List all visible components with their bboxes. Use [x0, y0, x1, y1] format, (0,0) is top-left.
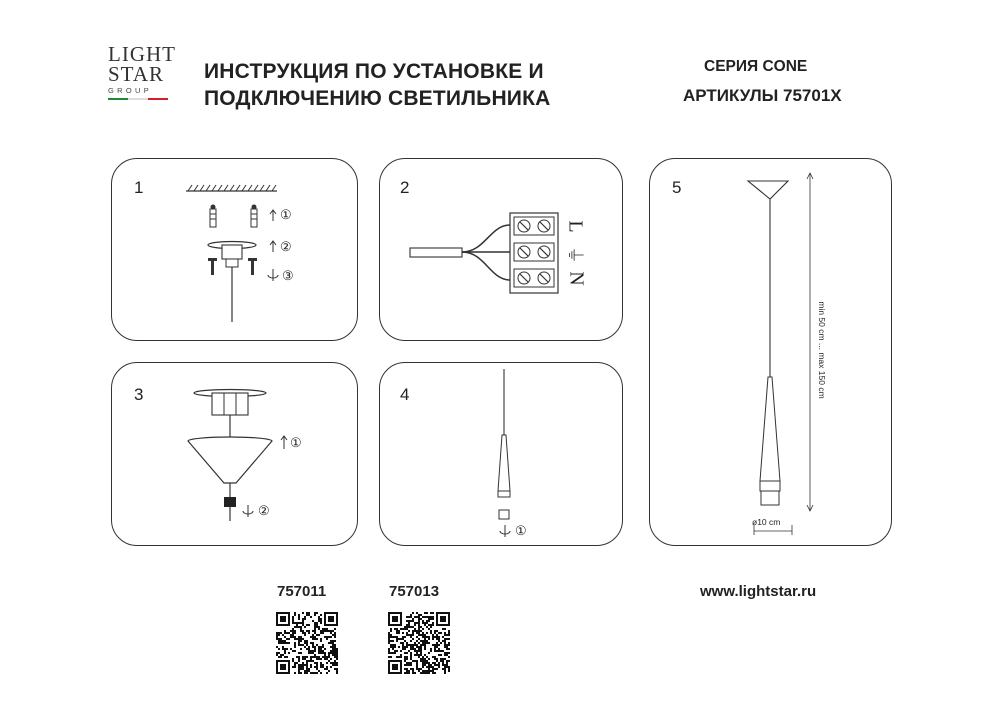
- articles-label: АРТИКУЛЫ 75701X: [683, 86, 842, 105]
- qr-code-757011: [276, 612, 338, 674]
- step-1-panel: [111, 158, 358, 341]
- step-3-panel: [111, 362, 358, 546]
- step-2-number: 2: [400, 178, 410, 197]
- article-code-1: 757011: [277, 583, 327, 600]
- title-line-2: ПОДКЛЮЧЕНИЮ СВЕТИЛЬНИКА: [204, 87, 551, 110]
- step-5-panel: [649, 158, 892, 546]
- step-3-number: 3: [134, 385, 144, 404]
- height-dimension-label: min 50 cm ... max 150 cm: [817, 301, 827, 399]
- website-link[interactable]: www.lightstar.ru: [700, 583, 817, 600]
- step-4-number: 4: [400, 385, 410, 404]
- terminal-label-l: L: [564, 220, 587, 233]
- step-3-diagram: [112, 363, 359, 547]
- dowel-right: [251, 205, 257, 228]
- page-title: [204, 58, 551, 112]
- step-4-diagram: [380, 363, 624, 547]
- logo-flag-stripe: [108, 98, 168, 100]
- step-3-callout-1: ①: [290, 435, 302, 450]
- step-4-panel: [379, 362, 623, 546]
- step-4-callout-1: ①: [515, 523, 527, 538]
- diameter-dimension-label: ø10 cm: [752, 517, 781, 527]
- logo-line-2: STAR: [108, 62, 164, 86]
- logo-line-1: LIGHT: [108, 42, 176, 66]
- dowel-left: [210, 205, 216, 228]
- step-1-number: 1: [134, 178, 144, 197]
- step-1-diagram: [112, 159, 359, 342]
- article-code-2: 757013: [389, 583, 440, 600]
- terminal-label-n: N: [565, 271, 588, 286]
- step-1-callout-1: ①: [280, 207, 292, 222]
- step-5-diagram: [650, 159, 893, 547]
- series-label: СЕРИЯ CONE: [704, 58, 808, 75]
- step-5-number: 5: [672, 178, 682, 197]
- step-1-callout-3: ③: [282, 268, 294, 283]
- step-3-callout-2: ②: [258, 503, 270, 518]
- logo-line-3: GROUP: [108, 86, 153, 95]
- step-1-callout-2: ②: [280, 239, 292, 254]
- terminal-label-ground: ⏚: [565, 246, 585, 264]
- step-2-panel: [379, 158, 623, 341]
- title-line-1: ИНСТРУКЦИЯ ПО УСТАНОВКЕ И: [204, 60, 544, 83]
- qr-code-757013: [388, 612, 450, 674]
- brand-logo: [108, 44, 180, 120]
